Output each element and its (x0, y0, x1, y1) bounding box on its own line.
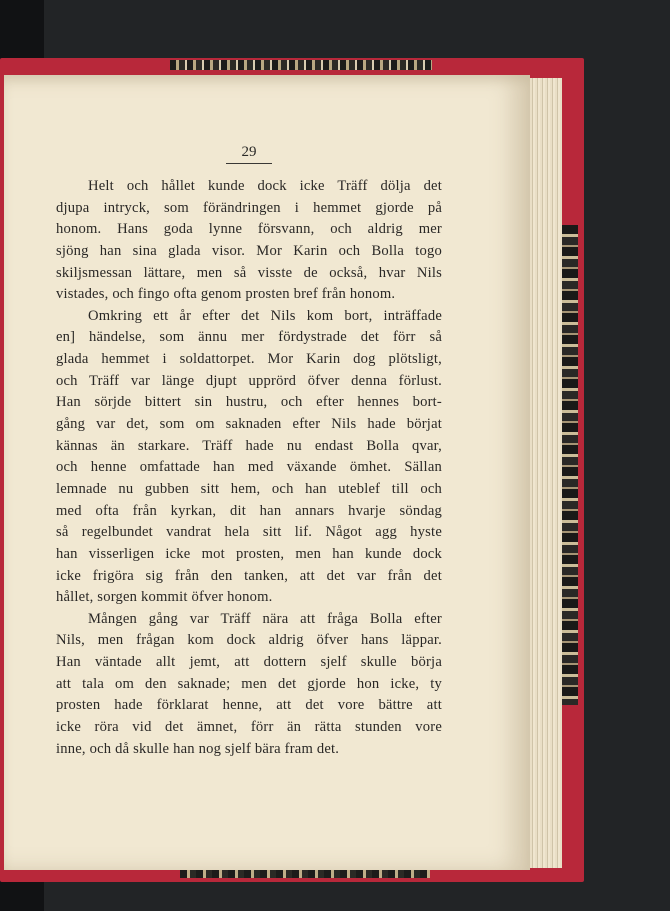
marbled-edge-top (170, 60, 432, 70)
text-line: vistades, och fingo ofta genom prosten bref från honom. (56, 286, 396, 303)
body-text (56, 176, 442, 760)
text-line: icke röra vid det ämnet, förr än rätta stunden vore (56, 719, 442, 736)
page-number: 29 (241, 144, 257, 160)
text-line: Mången gång var Träff nära att fråga Bolla efter (88, 610, 442, 627)
text-line: en] händelse, som ännu mer fördystrade det förr så (56, 329, 442, 346)
text-line: så regelbundet vandrat hela sitt lif. Något agg hyste (56, 524, 442, 541)
text-line: Omkring ett år efter det Nils kom bort, inträffade (88, 307, 442, 324)
text-line: inne, och då skulle han nog sjelf bära fram det. (56, 740, 340, 757)
text-line: Han sörjde bittert sin hustru, och efter hennes bort- (56, 394, 442, 411)
text-line: hållet, sorgen kommit öfver honom. (56, 589, 273, 606)
text-line: djupa intryck, som förändringen i hemmet gjorde på (56, 199, 442, 216)
text-line: gång var det, som om saknaden efter Nils hade börjat (56, 416, 442, 433)
text-line: glada hemmet i soldattorpet. Mor Karin dog plötsligt, (56, 351, 442, 368)
text-line: Helt och hållet kunde dock icke Träff dölja det (88, 178, 442, 194)
text-line: honom. Hans goda lynne försvann, och aldrig mer (56, 221, 442, 238)
text-line: prosten hade förklarat henne, att det vore bättre att (56, 697, 442, 714)
text-line: Nils, men frågan kom dock aldrig öfver hans läppar. (56, 632, 442, 649)
text-line: med ofta från kyrkan, dit han annars hvarje söndag (56, 502, 442, 519)
text-line: sjöng han sina glada visor. Mor Karin och Bolla togo (56, 242, 442, 259)
text-line: kännas än starkare. Träff hade nu endast Bolla qvar, (56, 437, 442, 454)
text-line: skiljsmessan lättare, men så visste de också, hvar Nils (56, 264, 442, 281)
text-line: Han väntade allt jemt, att dottern sjelf skulle börja (56, 654, 442, 671)
text-line: och henne omfattade han med växande ömhet. Sällan (56, 459, 442, 476)
page-number-rule (226, 163, 272, 164)
text-line: lemnade nu gubben sitt hem, och han uteblef till och (56, 480, 442, 497)
text-line: och Träff var länge djupt upprörd öfver denna förlust. (56, 372, 442, 389)
text-line: icke frigöra sig från den tanken, att det var från det (56, 567, 442, 584)
text-line: att tala om den saknade; men det gjorde hon icke, ty (56, 675, 442, 692)
text-line: han visserligen icke mot prosten, men han kunde dock (56, 545, 442, 562)
